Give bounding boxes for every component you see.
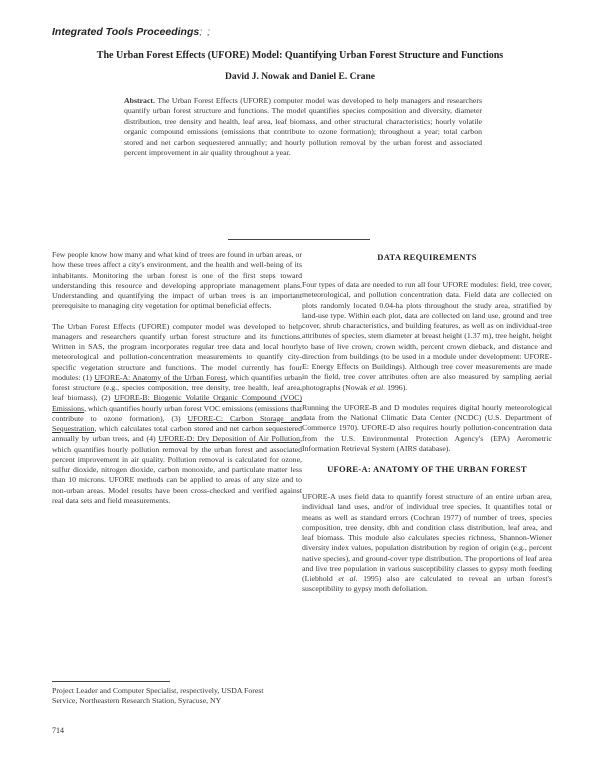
ufore-a-etal: et al. — [338, 574, 358, 583]
module-c-desc: , which calculates total carbon stored and net carbon sequestered annually by urban trees, and (4) — [52, 424, 302, 444]
data-requirements-paragraph-2: Running the UFORE-B and D modules requires digital hourly meteorological data from the National Climatic Data Center (NCDC) (U.S. Department of Commerce 1970). UFORE-D also requires hourly pollution-concentration data from the U.S. Environmental Protection Agency's (EPA) Aerometric Information Retrieval System (AIRS database). — [302, 402, 552, 453]
abstract-label: Abstract. — [124, 96, 155, 105]
intro-paragraph: Few people know how many and what kind of trees are found in urban areas, or how these trees affect a city's environment, and the health and well-being of its inhabitants. Monitoring the urban forest is one of the first steps toward understanding this resource and developing appropriate management plans. Understanding and quantifying the impact of urban trees is an important prerequisite to managing city vegetation for optimal beneficial effects. — [52, 250, 302, 311]
overview-intro: The Urban Forest Effects (UFORE) computer model was developed to help managers and researchers quantify urban forest structure and its functions. Written in SAS, the program incorporates regular tree data and local hourly meteorological and pollution-concentration measurements to quantify city-specific vegetation structure and functions. The model currently has four modules: (1) — [52, 321, 302, 382]
running-head — [52, 26, 562, 42]
paper-title: The Urban Forest Effects (UFORE) Model: Quantifying Urban Forest Structure and Functions — [96, 50, 504, 61]
ufore-a-paragraph — [302, 492, 552, 595]
section-heading-ufore-a: UFORE-A: ANATOMY OF THE URBAN FOREST — [327, 464, 527, 474]
footnote: Project Leader and Computer Specialist, respectively, USDA Forest Service, Northeastern Research Station, Syracuse, NY — [52, 686, 264, 706]
module-d-desc: , which quantifies hourly pollution removal by the urban forest and associated percent improvement in air quality. Pollution removal is calculated for ozone, sulfur dioxide, nitrogen dioxide, carbon monoxide, and particulate matter less than 10 microns. UFORE methods can be applied to areas of any size and to non-urban areas. Model results have been cross-checked and verified against real data sets and field measurements. — [52, 434, 303, 505]
data-req-text-b: 1996). — [385, 382, 408, 392]
right-column — [302, 252, 552, 605]
data-req-text-a: Four types of data are needed to run all four UFORE modules: field, tree cover, meteorological, and pollution concentration data. Field data are collected on plots randomly located 0.04-ha plots throughout the study area, stratified by land-use type. Within each plot, data are collected on land use, ground and tree cover, shrub characteristics, and building features, as well as on individual-tree attributes of species, stem diameter at breast height (1.37 m), tree height, height to base of live crown, crown width, percent crown dieback, and distance and direction from buildings (to be used in a module under development: UFORE-E: Energy Effects on Buildings). Although tree cover measurements are made in the field, tree cover attributes often are also measured by sampling aerial photographs (Nowak — [302, 280, 552, 392]
data-requirements-paragraph-1 — [302, 280, 552, 393]
module-d-name: UFORE-D: Dry Deposition of Air Pollution — [158, 434, 301, 444]
ufore-overview-paragraph — [52, 322, 302, 507]
module-b-desc: , which quantifies hourly urban forest VOC emissions (emissions that contribute to ozone formation), (3) — [52, 403, 302, 423]
left-column — [52, 250, 302, 516]
running-head-trailing: ; ; — [199, 26, 211, 38]
footnote-divider — [52, 681, 170, 682]
module-a-name: UFORE-A: Anatomy of the Urban Forest — [94, 372, 226, 382]
ufore-a-text-a: UFORE-A uses field data to quantify forest structure of an entire urban area, individual land uses, and/or of individual tree species. It quantifies total or means as well as standard errors (Cochran 1977) of number of trees, species composition, tree density, dbh and condition class distribution, leaf area, and leaf biomass. This module also calculates species richness, Shannon-Wiener diversity index values, population distribution by region of origin (e.g., percent native species), and ground-cover type distribution. The proportions of leaf area and live tree population in various susceptibility classes to gypsy moth feeding (Liebhold — [302, 492, 552, 583]
abstract-text: The Urban Forest Effects (UFORE) computer model was developed to help managers and researchers quantify urban forest structure and functions. The model quantifies species composition and diversity, diameter distribution, tree density and health, leaf area, leaf biomass, and other structural characteristics; hourly volatile organic compound emissions (emissions that contribute to ozone formation); throughout a year; total carbon stored and net carbon sequestered annually; and hourly pollution removal by the urban forest and associated percent improvement in air quality throughout a year. — [124, 96, 483, 158]
module-b-name: UFORE-B: Biogenic Volatile Organic Compound (VOC) Emissions — [52, 393, 302, 413]
ufore-a-text-b: 1995) also are calculated to reveal an urban forest's susceptibility to gypsy moth defoliation. — [302, 574, 552, 594]
running-head-series: Integrated Tools Proceedings — [52, 26, 200, 38]
page-number: 714 — [52, 726, 64, 735]
paper-authors: David J. Nowak and Daniel E. Crane — [225, 72, 375, 82]
abstract — [124, 96, 482, 158]
abstract-divider — [228, 239, 370, 240]
data-req-etal: et al. — [369, 382, 386, 392]
module-a-desc: , which quantifies urban forest structure (e.g., species composition, tree density, tree health, leaf area, leaf biomass), (2) — [52, 372, 302, 403]
section-heading-data-requirements: DATA REQUIREMENTS — [377, 252, 477, 262]
module-c-name: UFORE-C: Carbon Storage and Sequestration — [52, 413, 302, 433]
